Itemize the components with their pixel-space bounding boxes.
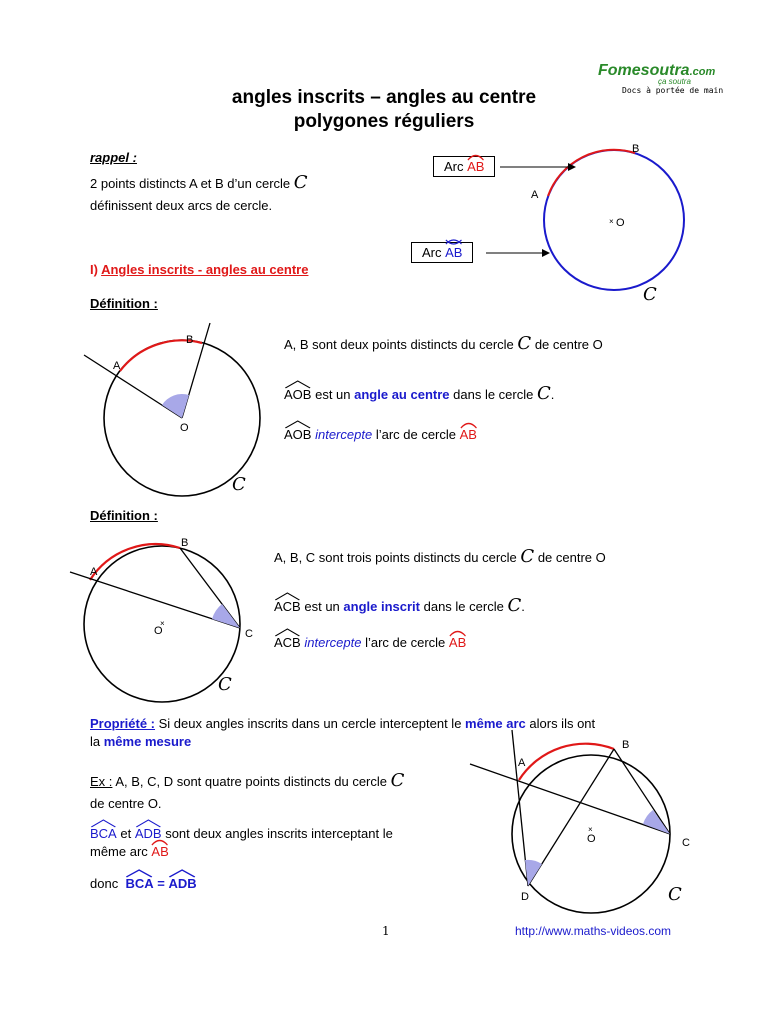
ex-label-D: D: [521, 891, 529, 903]
def1-label-O: O: [180, 422, 189, 434]
ex-arc-red: [519, 744, 614, 780]
def1-line2: AOB est un angle au centre dans le cercle C.: [284, 383, 555, 404]
def1-term: angle au centre: [354, 387, 450, 402]
def1-angle-aob: AOB: [284, 387, 311, 402]
def1-diagram: [80, 315, 280, 505]
def2-diagram: [68, 530, 278, 710]
label-B: B: [632, 143, 640, 155]
def2-label-B: B: [181, 537, 189, 549]
ex-line4: même arc AB: [90, 844, 169, 859]
ex-label-A: A: [518, 757, 526, 769]
rappel-line2: définissent deux arcs de cercle.: [90, 198, 273, 213]
property-text: Propriété : Si deux angles inscrits dans un cercle interceptent le même arc alors ils ont la même mesure: [90, 716, 596, 749]
ex-line1: Ex : A, B, C, D sont quatre points distincts du cercle C: [90, 770, 405, 791]
logo-slogan: ça soutra: [658, 77, 691, 86]
ex-circle-label: C: [668, 884, 682, 905]
svg-text:×: ×: [588, 825, 593, 834]
circle-symbol: C: [507, 595, 522, 616]
ex-line-BC: [614, 749, 670, 834]
page-number: 1: [382, 924, 390, 938]
def1-ray-A: [84, 355, 182, 418]
def1-label-A: A: [113, 360, 121, 372]
def2-term: angle inscrit: [343, 599, 420, 614]
ex-line3: BCA et ADB sont deux angles inscrits interceptant le: [90, 826, 393, 841]
arc-box-bottom: [411, 242, 473, 263]
rappel-line1-text: 2 points distincts A et B d’un cercle: [90, 176, 291, 191]
def1-line3: AOB intercepte l’arc de cercle AB: [284, 427, 477, 442]
rappel-circle: [544, 150, 684, 290]
def2-arc-red: [90, 544, 180, 580]
rappel-arc-red: [548, 150, 635, 196]
ex-label-O: O: [587, 833, 596, 845]
ex-diagram: [462, 726, 702, 916]
ex-label-C: C: [682, 837, 690, 849]
footer-url[interactable]: http://www.maths-videos.com: [515, 924, 672, 938]
title-line2: polygones réguliers: [293, 111, 475, 132]
ex-label-B: B: [622, 739, 630, 751]
ex-line2: de centre O.: [90, 796, 162, 811]
rappel-label: rappel :: [90, 150, 137, 165]
arc-box-bottom-prefix: Arc: [422, 245, 442, 260]
title-line1: angles inscrits – angles au centre: [231, 87, 537, 108]
def2-angle-fill: [212, 604, 240, 628]
rappel-line1: [90, 172, 308, 193]
section1-title: Angles inscrits - angles au centre: [101, 262, 309, 277]
circle-symbol: C: [517, 333, 532, 354]
def1-label-B: B: [186, 334, 194, 346]
logo-tagline: Docs à portée de main: [622, 86, 724, 95]
center-cross: ×: [609, 217, 614, 226]
ex-conclusion: donc BCA = ADB: [90, 876, 197, 891]
def2-circle-label: C: [218, 674, 232, 695]
rappel-circle-label: C: [643, 284, 657, 305]
def2-label: Définition :: [90, 508, 158, 523]
ex-line-AC: [470, 764, 670, 834]
property-label: Propriété :: [90, 716, 156, 731]
svg-text:×: ×: [160, 619, 165, 628]
def2-line3: ACB intercepte l’arc de cercle AB: [274, 635, 466, 650]
def2-line2: ACB est un angle inscrit dans le cercle C.: [274, 595, 525, 616]
label-O: O: [616, 217, 625, 229]
logo-brand: Fomesoutra: [598, 62, 690, 79]
arc-box-bottom-arc: AB: [445, 245, 462, 260]
section1-heading: [90, 262, 308, 277]
section1-number: I): [90, 262, 98, 277]
ex-angle-D: [525, 860, 542, 886]
ex-label: Ex :: [90, 774, 113, 789]
def2-label-A: A: [90, 566, 98, 578]
def2-label-C: C: [245, 628, 253, 640]
arc-box-top: [433, 156, 495, 177]
arc-box-top-prefix: Arc: [444, 159, 464, 174]
def2-line1: A, B, C sont trois points distincts du cercle C de centre O: [274, 546, 606, 567]
circle-symbol: C: [293, 172, 308, 193]
arrow-bottom-head: [542, 249, 550, 257]
arc-box-top-arc: AB: [467, 159, 484, 174]
def1-line1: A, B sont deux points distincts du cercle C de centre O: [284, 333, 603, 354]
def1-label: Définition :: [90, 296, 158, 311]
def2-label-O: O: [154, 625, 163, 637]
circle-symbol: C: [536, 383, 551, 404]
def1-circle-label: C: [232, 474, 246, 495]
circle-symbol: C: [390, 770, 405, 791]
label-A: A: [531, 189, 539, 201]
circle-symbol: C: [520, 546, 535, 567]
logo-suffix: .com: [689, 66, 716, 78]
